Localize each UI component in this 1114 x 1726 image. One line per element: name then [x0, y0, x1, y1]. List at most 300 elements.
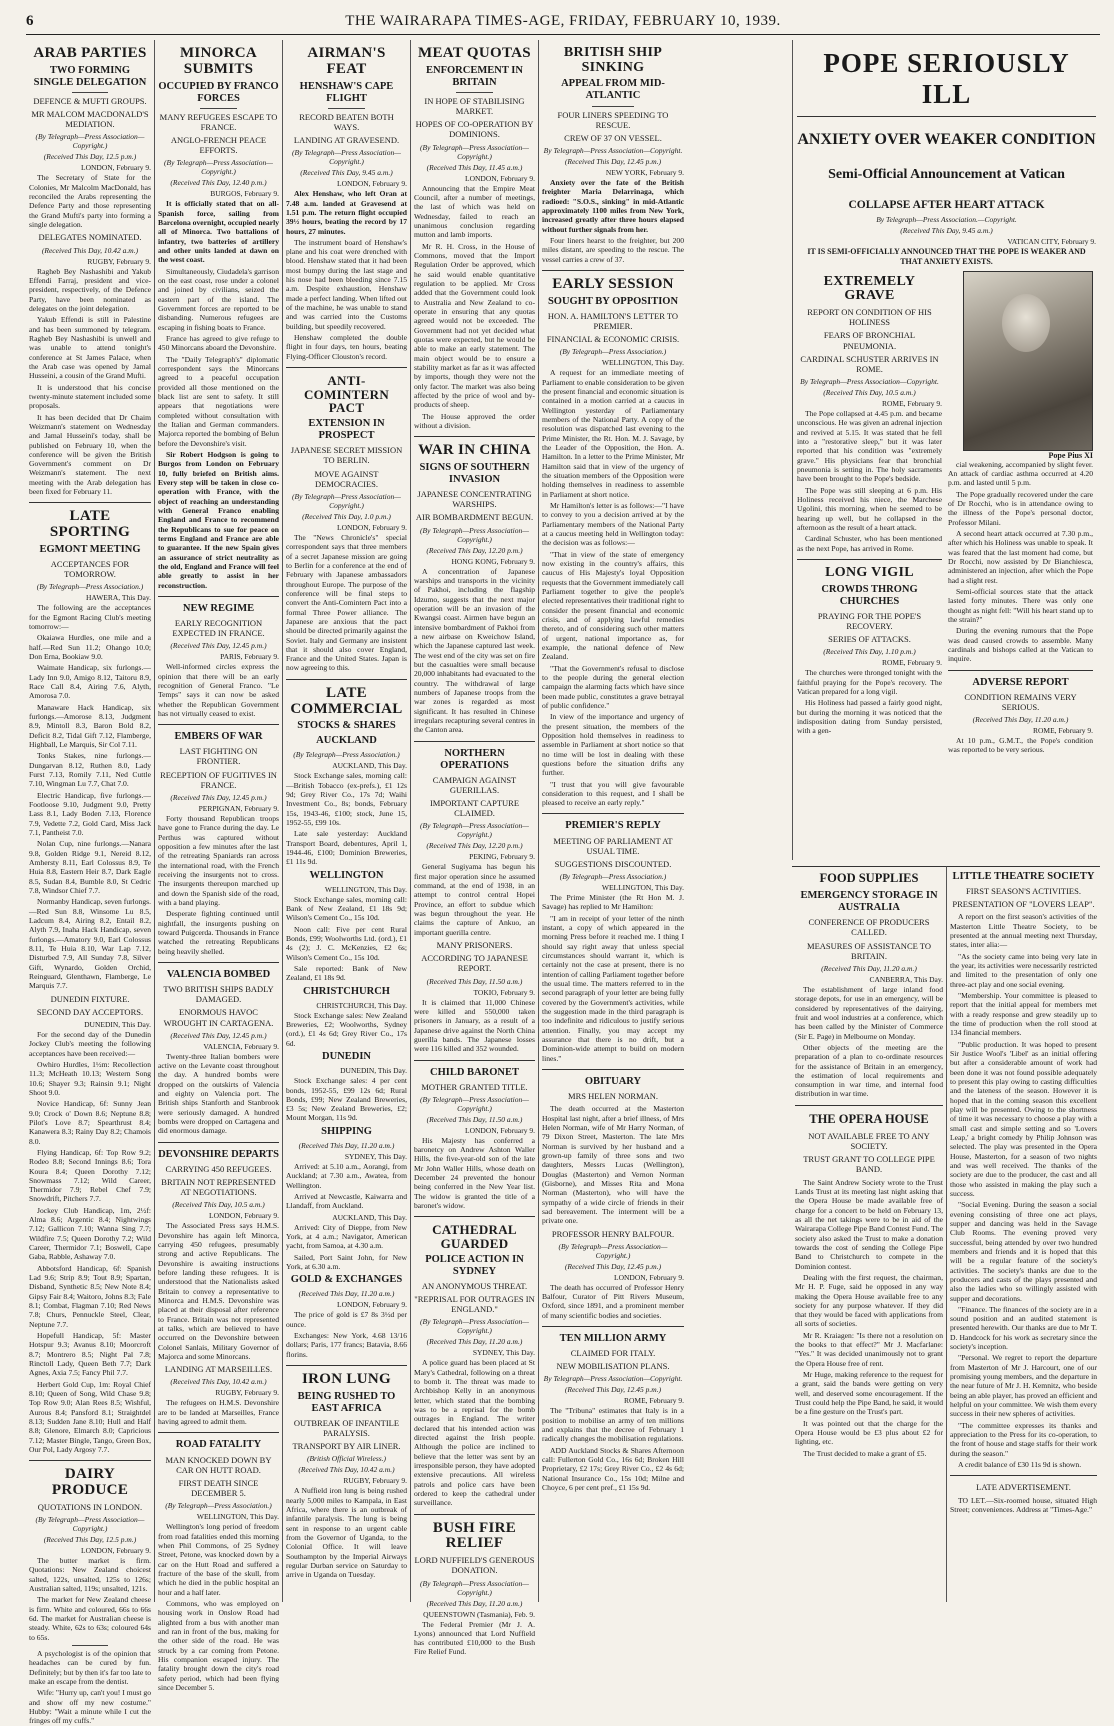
byline: By Telegraph—Press Association—Copyright.: [543, 146, 683, 156]
headline-minorca-submits: MINORCA SUBMITS: [179, 45, 258, 77]
received-line: (Received This Day, 12.5 p.m.): [43, 152, 137, 162]
paragraph: TO LET.—Six-roomed house, situated High Street; conveniences. Address at "Times-Age.": [950, 1495, 1097, 1514]
dateline: HONG KONG, February 9.: [451, 556, 535, 566]
paragraph: The "Daily Telegraph's" diplomatic correspondent says the Minorcans agreed to a peaceful occupation provided all those mentioned on the black list are sent to safety. It still appears that negotiations were completed without consultation with the Italian and German commanders. Majorca reported the bombing of Belun before the Devonshire's visit.: [158, 354, 279, 448]
deck: RECEPTION OF FUGITIVES IN FRANCE.: [160, 769, 277, 790]
paragraph: "Finance. The finances of the society are in a sound position and an audited statement is presented herewith. Our thanks are due to Mr T. D. Handcock for his work as secretary since the society's inception.: [950, 1304, 1097, 1352]
paragraph: The Trust decided to make a grant of £5.: [803, 1448, 927, 1458]
deck: CONFERENCE OF PRODUCERS CALLED.: [808, 917, 930, 938]
paragraph: The House approved the order without a division.: [414, 411, 535, 430]
paragraph: The establishment of large inland food storage depots, for use in an emergency, will be considered by representatives of the dairying, fruit and wool industries at a conference, which has been called by the Minister of Commerce (Sir E. Page) in Melbourne on Monday.: [795, 984, 943, 1041]
deck: MR MALCOM MACDONALD'S MEDIATION.: [31, 109, 149, 130]
deck: JAPANESE CONCENTRATING WARSHIPS.: [417, 489, 532, 510]
headline-meat-quotas: MEAT QUOTAS: [418, 45, 531, 61]
deck: JAPANESE SECRET MISSION TO BERLIN.: [290, 445, 403, 466]
paragraph: Manaware Hack Handicap, six furlongs.—Amorose 8.13, Judgment 8.9, Mintoll 8.3, Baron Bold 8.2, Deficit 8.2, Tidal Gift 7.12, Flamberge, Highball, Le Marquis, Sir Col 7.11.: [29, 702, 151, 749]
deck: AIR BOMBARDMENT BEGUN.: [415, 512, 534, 523]
paragraph: Other objects of the meeting are the preparation of a plan to co-ordinate resources for the assistance of Britain in an emergency, the estimation of local requirements and consumption in war time, and internal food distribution in war time.: [795, 1042, 943, 1099]
paragraph: The refugees on H.M.S. Devonshire are to be landed at Marseilles, France having agreed to admit them.: [158, 1398, 279, 1427]
paragraph: Henshaw completed the double flight in four days, ten hours, beating Flying-Officer Clouston's record.: [286, 333, 407, 361]
deck: FOUR LINERS SPEEDING TO RESCUE.: [557, 109, 669, 130]
byline: (By Telegraph—Press Association.): [165, 1501, 272, 1511]
paragraph: Anxiety over the fate of the British freighter Maria Delarrinaga, which radioed: "S.O.S., sinking" in mid-Atlantic approximately 1100 miles from New York, increased greatly after three hours elapsed without further signals from her.: [542, 178, 684, 234]
received-line: (Received This Day, 10.5 a.m.): [172, 1200, 265, 1210]
dateline: LONDON, February 9.: [337, 1300, 407, 1310]
paragraph: A second heart attack occurred at 7.30 p.m., after which his Holiness was unable to speak. It was feared that the last moment had come, but Dr Rocchi, now assisted by Dr Bianchiesca, administered an injection, after which the Pope had a slight rest.: [948, 528, 1093, 585]
column-8: [946, 866, 1100, 1602]
headline-early-session: EARLY SESSION: [552, 276, 674, 293]
pope-story: [792, 40, 1100, 860]
paragraph: Novice Handicap, 6f: Sunny Jean 9.0; Crock o' Down 8.6; Neptune 8.8; Pilot's Love 8.7; Spearthrust 8.4; Kanawera 8.3; Rainy Day 8.2; Chamois 8.0.: [29, 1099, 151, 1146]
headline-late-sporting: LATE SPORTING: [49, 508, 131, 541]
paragraph: "The committee expresses its thanks and appreciation to the Press for its co-operation, to the front of house and stage staffs for their work during the season.": [950, 1420, 1097, 1458]
paragraph: The death has occurred of Professor Henry Balfour, Curator of Pitt Rivers Museum, Oxford, since 1891, and a prominent member of many scientific bodies and societies.: [542, 1282, 684, 1320]
received-line: (Received This Day, 12.20 p.m.): [426, 841, 523, 851]
dateline: PERPIGNAN, February 9.: [198, 804, 279, 814]
dateline: LONDON, February 9.: [465, 1125, 535, 1135]
paragraph: Stock Exchange sales: 4 per cent bonds, 1952-55, £99 12s 6d; Rural Bonds, £99; New Zealand Breweries, £3 5s; New Zealand Breweries, £2; Mount Morgan, 11s 9d.: [286, 1076, 407, 1123]
paragraph: In view of the importance and urgency of the present situation, the members of the Opposition hold themselves in readiness to assemble in Parliament at short notice so that no time will be lost in dealing with these questions before the situation drifts any further.: [542, 712, 684, 778]
paragraph: General Sugiyama has begun his first major operation since he assumed command, at the end of 1938, in an attempt to control central Hopei Province, an effort to subdue which was begun throughout the year. He claims the capture of Ankuo, an important guerilla centre.: [414, 862, 535, 937]
subhead: DEVONSHIRE DEPARTS: [158, 1148, 279, 1160]
paragraph: "As the society came into being very late in the year, its activities were necessarily restricted and limited to the presentation of only one three-act play and one social evening.: [950, 951, 1097, 989]
column-7: [792, 866, 946, 1602]
paragraph: Okaiawa Hurdles, one mile and a half.—Red Sun 11.2; Ohango 10.0; Don Erna, Bookiaw 9.0.: [29, 633, 151, 662]
paragraph: The instrument board of Henshaw's plane and his coat were drenched with blood. Henshaw stated that it had been most bumpy during the last stage and his nose had been bleeding since 7.15 a.m. Despite exhaustion, Henshaw made a perfect landing. When lifted out of the machine, he was unable to stand and was carried into the Customs building, but speedily recovered.: [286, 237, 407, 331]
dateline: RUGBY, February 9.: [343, 1476, 407, 1486]
received-line: (Received This Day, 12.45 p.m.): [170, 793, 267, 803]
deck: MAN KNOCKED DOWN BY CAR ON HUTT ROAD.: [165, 1454, 272, 1475]
dateline: BURGOS, February 9.: [210, 189, 279, 199]
deck: LANDING AT MARSEILLES.: [164, 1364, 273, 1375]
deck: ANGLO-FRENCH PEACE EFFORTS.: [170, 135, 267, 156]
deck: CARRYING 450 REFUGEES.: [165, 1163, 272, 1174]
paragraph: A Nuffield iron lung is being rushed nearly 5,000 miles to Kampala, in East Africa, where there is an outbreak of infantile paralysis. The lung is being sent in response to an urgent cable from the Governor of Uganda, to the Colonial Office. It will leave Southampton by the Imperial Airways regular Durban service on Saturday to arrive in Uganda on Tuesday.: [286, 1486, 407, 1580]
byline: (By Telegraph—Press Association.): [293, 750, 400, 760]
paragraph: Forty thousand Republican troops have gone to France during the day. Le Perthus was captured without opposition a few minutes after the last of the retreating Spaniards ran across the international road, with the French receiving the insurgents not to cross. The insurgents thereupon marched up and down the Spanish side of the road, with a band playing.: [158, 814, 279, 907]
paragraph: The Saint Andrew Society wrote to the Trust Lands Trust at its meeting last night asking that the Opera House be made available free of charge for a concert to be held on February 13, as all the net takings were to be in aid of the Wairarapa College Pipe Band Contest Fund. The society also asked the Trust to make a donation towards the cost of sending the College Pipe Band to Christchurch to compete in the Dominion contest.: [795, 1177, 943, 1271]
byline: (By Telegraph—Press Association.): [559, 872, 667, 882]
deck: ENORMOUS HAVOC WROUGHT IN CARTAGENA.: [163, 1007, 274, 1028]
dateline: CANBERRA, This Day.: [869, 974, 943, 984]
paragraph: Four liners hearst to the freighter, but 200 miles distant, are speeding to the rescue. The vessel carries a crew of 37.: [542, 236, 684, 264]
subhead: AUCKLAND: [316, 735, 377, 747]
paragraph: The death occurred at the Masterton Hospital last night, after a brief illness, of Mrs Helen Norman, wife of Mr Harry Norman, of 79 Dixon Street, Masterton. The late Mrs Norman is survived by her husband and a grown-up family of three sons and two daughters, Messrs Lucas (Wellington), Douglas (Masterton) and Vernon Norman (Gisborne), and Misses Rita and Mona Norman (Masterton), who will have the sympathy of a wide circle of friends in their sad bereavement. The interment will be a private one.: [542, 1104, 684, 1226]
paragraph: Mr R. H. Cross, in the House of Commons, moved that the Import Regulation Order be approved, which he said would enable quantitative regulation to be applied. Mr Cross added that the Government could look to Australia and New Zealand to co-operate in ensuring that any quotas agreed would not be exceeded. The Government had not yet decided what quotas were expected, but he would be able to make an early statement. The main object would be to ensure a stability market as far as it was affected by imports, though they were not the only factor. The market was also being affected by the price of wool and by-products of sheep.: [414, 241, 535, 410]
paragraph: For the second day of the Dunedin Jockey Club's meeting the following acceptances have been received:—: [29, 1029, 151, 1058]
paragraph: Hopefull Handicap, 5f: Master Hotspur 9.3; Avanus 8.10; Moorcroft 8.7; Montrero 8.5; Night Pal 7.8; Rinctoll Lady, Queen Beth 7.7; Dark Agnes, Axia 7.5; Fancy Phil 7.7.: [29, 1331, 151, 1378]
paragraph: "That the Government's refusal to disclose to the people during the general election campaign the alarming facts which have since been made public, constitutes a grave betrayal of public confidence.": [542, 663, 684, 710]
subhead: HENSHAW'S CAPE FLIGHT: [299, 80, 394, 104]
subhead: ROAD FATALITY: [175, 1439, 262, 1451]
deck: MANY PRISONERS.: [436, 940, 513, 950]
paragraph: cial weakening, accompanied by slight fever. An attack of cardiac asthma occurred at 4.20 p.m. and lasted until 5 p.m.: [948, 459, 1093, 488]
dateline: LONDON, February 9.: [209, 1211, 279, 1221]
subhead: OCCUPIED BY FRANCO FORCES: [158, 80, 279, 104]
subhead-collapse: COLLAPSE AFTER HEART ATTACK: [848, 199, 1045, 211]
paragraph: Twenty-three Italian bombers were active on the Levante coast throughout the day. A hundred bombs were dropped on the outskirts of Valencia and eighty on Valencia port. The British ships Stanforth and Stanbrook were seriously damaged. A hundred bombs were dropped on Cartagena and did enormous damage.: [158, 1051, 279, 1136]
received-line: (Received This Day, 11.20 a.m.): [426, 1598, 523, 1608]
byline: (British Official Wireless.): [306, 1454, 387, 1464]
paragraph: Sir Robert Hodgson is going to Burgos from London on February 10, fully briefed on British aims. Every step will be taken in close co-operation with France, with the object of reaching an understanding with General Franco enabling England and France to recommend the Republicans to sue for peace on terms England and France are able to guarantee. If the new Spain gives an assurance of strict neutrality as the old, England and France will feel able greatly to assist in her reconstruction.: [158, 449, 279, 590]
paragraph: "Personal. We regret to report the departure from Masterton of Mr J. Harcourt, one of our promising young members, and the departure in the near future of Mr J. H. Kemnitz, who beside being an able player, has proved an efficient and helpful on your committee. We wish them every success in their new spheres of activities.: [950, 1353, 1097, 1419]
subhead: EMBERS OF WAR: [174, 731, 263, 743]
deck: RECORD BEATEN BOTH WAYS.: [299, 111, 394, 132]
deck: LORD NUFFIELD'S GENEROUS DONATION.: [414, 1555, 535, 1576]
deck: PRAYING FOR THE POPE'S RECOVERY.: [817, 610, 922, 632]
headline-war-in-china: WAR IN CHINA: [418, 442, 531, 459]
deck: LATE ADVERTISEMENT.: [976, 1482, 1071, 1493]
paragraph: A police guard has been placed at St Mary's Cathedral, following on a threat to bomb it. The threat was made to Archbishop Kelly in an anonymous letter, which stated that the bombing was to be a reprisal for the bomb outrages in England. The writer declared that his intended action was directed against the Irish people. Although the police are inclined to believe that the letter was sent by an irresponsible person, they have adopted extensive precautions. All wireless patrols and police cars have been ordered to keep the cathedral under surveillance.: [414, 1358, 535, 1508]
deck: HON. A. HAMILTON'S LETTER TO PREMIER.: [547, 310, 679, 332]
paragraph: Sale reported: Bank of New Zealand, £1 18s 9d.: [286, 964, 407, 983]
byline: (By Telegraph—Press Association—Copyright.): [292, 148, 401, 167]
received-line: (Received This Day, 11.20 a.m.): [426, 1337, 523, 1347]
deck: CONDITION REMAINS VERY SERIOUS.: [964, 691, 1077, 712]
subhead: SHIPPING: [321, 1125, 372, 1137]
deck: MANY REFUGEES ESCAPE TO FRANCE.: [159, 111, 278, 132]
column-5: [538, 40, 792, 1602]
paragraph: Stock Exchange sales, morning call: Bank of New Zealand, £1 18s 9d; Wilson's Cement Co., 15s 10d.: [286, 894, 407, 923]
paragraph: Yakub Effendi is still in Palestine and has been summoned by telegram. Ragheb Bey Nashashibi is unwell and was unable to attend tonight's conference at St James Palace, when the Arab case was opened by Jamal Husseini, a cousin of the Grand Mufti.: [29, 315, 151, 381]
subhead: EXTENSION IN PROSPECT: [308, 418, 385, 442]
paragraph: Late sale yesterday: Auckland Transport Board, debentures, April 1, 1944-46, £100; Dominion Breweries, £1 11s 9d.: [286, 829, 407, 867]
subhead: ENFORCEMENT IN BRITAIN: [426, 64, 523, 88]
paragraph: The Pope collapsed at 4.45 p.m. and became unconscious. He was given an adrenal injection and revived at 5.15. It was stated that he fell into a "restorative sleep," but it was later reported that his condition was "extremely grave." His physicians fear that bronchial pneumonia is setting in. The holy sacraments have been brought to the Pope's bedside.: [797, 409, 942, 484]
paragraph: Well-informed circles express the opinion that there will be an early recognition of General Franco. "Le Temps" says it can now be asked whether the Republican Government has not virtually ceased to exist.: [158, 662, 279, 718]
deck: BRITAIN NOT REPRESENTED AT NEGOTIATIONS.: [161, 1176, 276, 1198]
paragraph: A report on the first season's activities of the Masterton Little Theatre Society, to be presented at the annual meeting next Thursday, states, inter alia:—: [950, 912, 1097, 950]
paragraph: Semi-official sources state that the attack lasted forty minutes. There was only one thought as night fell: "Will his heart stand up to the strain?": [948, 586, 1093, 624]
deck: AN ANONYMOUS THREAT.: [421, 1280, 528, 1291]
subhead: SIGNS OF SOUTHERN INVASION: [419, 461, 530, 485]
deck: IMPORTANT CAPTURE CLAIMED.: [429, 798, 520, 819]
paragraph: His Majesty has conferred a baronetcy on Andrew Ashton Waller Hills, the five-year-old son of the late Mr John Waller Hills, whose death on December 24 prevented the honour being conferred in the New Year list. The widow is granted the title of a baronet's widow.: [414, 1135, 535, 1211]
paragraph: The Prime Minister (the Rt Hon M. J. Savage) has replied to Mr Hamilton:: [542, 893, 684, 912]
lead-announcement: IT IS SEMI-OFFICIALLY ANNOUNCED THAT THE POPE IS WEAKER AND THAT ANXIETY EXISTS.: [807, 247, 1086, 266]
byline: By Telegraph—Press Association—Copyright.: [543, 1374, 683, 1384]
byline: (By Telegraph—Press Association.): [36, 582, 144, 592]
dateline: AUCKLAND, This Day.: [332, 1212, 407, 1222]
received-line: (Received This Day, 12.20 p.m.): [426, 545, 523, 555]
received-line: (Received This Day, 11.20 a.m.): [972, 714, 1069, 724]
headline-airmans-feat: AIRMAN'S FEAT: [307, 45, 386, 77]
paragraph: Mr Hamilton's letter is as follows:—"I have to convey to you a decision arrived at by the Parliamentary members of the National Party at a caucus meeting held in Wellington today: the decision was as follows:—: [542, 500, 684, 548]
received-line: (Received This Day, 1.10 p.m.): [823, 647, 916, 657]
paragraph: It is claimed that 11,000 Chinese were killed and 550,000 taken prisoners in January, as a result of a Japanese drive against the North China guerilla bands. The Japanese losses were 116 killed and 352 wounded.: [414, 997, 535, 1054]
headline-anti-comintern-pact: ANTI-COMINTERN PACT: [303, 373, 390, 416]
received-line: (Received This Day, 10.5 a.m.): [823, 388, 916, 398]
deck: SECOND DAY ACCEPTORS.: [36, 1006, 144, 1017]
paragraph: The Associated Press says H.M.S. Devonshire has again left Minorca, carrying 450 refugees, presumably strong and active Republicans. The Devonshire is awaiting instructions before landing these refugees. It is understood that the Nationalists asked Britain to convey a representative to Minorca and H.M.S. Devonshire was placed at their disposal after reference to France. Britain was not represented at talks, which are believed to have occurred on the Devonshire between Colonel Sanlais, Military Governor of Majorca and some Minorcans.: [158, 1221, 279, 1361]
subhead: APPEAL FROM MID-ATLANTIC: [561, 78, 665, 102]
paragraph: Simultaneously, Ciudadela's garrison on the east coast, rose under a colonel and joined by civilians, seized the eastern part of the island. The Government forces are reported to be disbanding. Numerous refugees are escaping in fishing boats to France.: [158, 266, 279, 332]
masthead: [26, 8, 1100, 35]
paragraph: The "News Chronicle's" special correspondent says that three members of a secret Japanese mission are going to Berlin for a conference at the end of February with Japanese ambassadors throughout Europe. The purpose of the conference will be final steps to convert the Anti-Comintern Pact into a formal Three Power alliance. The Japanese are anxious that the pact should be directed primarily against the Soviet. Italy and Germany are insistent that it should also cover England, France and the United States. Japan is now agreeing to this.: [286, 532, 407, 673]
paragraph: The Federal Premier (Mr J. A. Lyons) announced that Lord Nuffield has contributed £10,000 to the Bush Fire Relief Fund.: [414, 1619, 535, 1657]
paragraph: Mr Huge, making reference to the request for a grant, said the bands were getting on very well, and deserved some encouragement. If the Trust could help the Pipe Band, he said, it would be a fine gesture on the Trust's part.: [795, 1370, 944, 1417]
received-line: (Received This Day, 10.42 a.m.): [298, 1465, 395, 1475]
paragraph: Alex Henshaw, who left Oran at 7.48 a.m. landed at Gravesend at 1.51 p.m. The return flight occupied 39½ hours, beating the record by 17 hours, 27 minutes.: [286, 189, 407, 236]
deck: MOTHER GRANTED TITLE.: [421, 1081, 528, 1092]
dateline: VATICAN CITY, February 9.: [1007, 237, 1096, 246]
deck: EARLY RECOGNITION EXPECTED IN FRANCE.: [172, 617, 265, 639]
paragraph: Waimate Handicap, six furlongs.—Lady Inn 9.0, Amigo 8.12, Taitoru 8.9, Race Call 8.4, Airing 7.6, Alyth, Amorosa 7.0.: [29, 663, 151, 701]
deck: FINANCIAL & ECONOMIC CRISIS.: [546, 334, 680, 345]
byline: By Telegraph—Press Association.—Copyright.: [876, 215, 1017, 224]
headline-cathedral-guarded: CATHEDRAL GUARDED: [432, 1222, 517, 1252]
byline: (By Telegraph—Press Association—Copyright.): [420, 525, 529, 544]
article-grid: [26, 40, 1100, 1726]
dateline: TOKIO, February 9.: [473, 987, 535, 997]
received-line: (Received This Day, 11.20 a.m.): [821, 963, 917, 973]
paragraph: It is understood that his concise twenty-minute statement included some proposals.: [29, 382, 151, 411]
byline: (By Telegraph—Press Association—Copyright.): [420, 142, 529, 161]
paragraph: "That in view of the state of emergency now existing in the country's affairs, this caucus of His Majesty's loyal Opposition requests that the Government immediately call Parliament together to give the people's elected representatives their traditional right to consider the present financial and economic crisis, and of applying lawful remedies thereto, and of considering such other matters of urgent, national importance as, for example, the national defence of New Zealand.: [542, 549, 684, 662]
dateline: HAWERA, This Day.: [85, 593, 151, 603]
paragraph: Wellington's long period of freedom from road fatalities ended this morning when Phil Commons, of 25 Sydney Street, Petone, was knocked down by a car on the Hutt Road and suffered a fracture of the base of the skull, from which he died in the public hospital an hour and a half later.: [158, 1522, 279, 1597]
subhead: WELLINGTON: [309, 869, 384, 881]
paragraph: Abbotsford Handicap, 6f: Spanish Lad 9.6; Strip 8.9; Tout 8.9; Spartan, Disband, Synthetic 8.5; New Note 8.4; Gipsy Fair 8.4; Waitoro, Johns 8.3; Fale 8.1; Combat, Flagman 7.10; Red News 7.8; Churs, Pennuckle Steel, Clear, Neptune 7.7.: [29, 1263, 151, 1329]
deck: DEFENCE & MUFTI GROUPS.: [33, 95, 147, 106]
received-line: (Received This Day, 1.0 p.m.): [302, 511, 391, 521]
paragraph: Ragheb Bey Nashashibi and Yakub Effendi Farraj, president and vice-president, respectively, of the Defence Party, have been nominated as delegates on the joint delegation.: [29, 266, 151, 313]
deck: TRANSPORT BY AIR LINER.: [292, 1441, 401, 1452]
page-number: 6: [26, 12, 34, 29]
paragraph: ADD Auckland Stocks & Shares Afternoon call: Fullerton Gold Co., 16s 6d; Broken Hill Proprietary, £2 17s; Grey River Co., £2 4s 6d; National Insurance Co., 15s 10d; Milne and Choyce, 6 per cent pref., £1 15s 9d.: [542, 1445, 684, 1493]
byline: (By Telegraph—Press Association—Copyright.): [420, 821, 529, 840]
deck: NEW MOBILISATION PLANS.: [556, 1361, 670, 1372]
deck: PRESENTATION OF "LOVERS LEAP".: [952, 899, 1095, 910]
dateline: ROME, February 9.: [1033, 725, 1093, 735]
byline: By Telegraph—Press Association—Copyright.: [800, 377, 939, 387]
byline: (By Telegraph—Press Association.): [559, 347, 667, 357]
subhead: NEW REGIME: [182, 602, 255, 614]
deck: FIRST DEATH SINCE DECEMBER 5.: [178, 1477, 259, 1499]
paragraph: Owhiro Hurdles, 1½m: Recollection 11.3; McHeath 10.13; Western Song 10.6; Shayer 9.3; Rainsin 9.1; Night Shoot 9.0.: [29, 1059, 151, 1097]
subhead: DUNEDIN: [321, 1051, 371, 1063]
dateline: AUCKLAND, This Day.: [332, 761, 407, 771]
paragraph: Commons, who was employed on housing work in Onslow Road had alighted from a bus with another man and ran in front of the bus, making for the other side of the road. He was struck by a car coming from Petone. His companion escaped injury. The fatality brought down the city's road safety period, which had been flying since December 5.: [158, 1598, 279, 1692]
paragraph: The "Tribuna" estimates that Italy is in a position to mobilise an army of ten millions and explains that the decree of February 1 radically changes the mobilisation regulations.: [542, 1406, 684, 1444]
received-line: (Received This Day, 10.42 a.m.): [41, 245, 139, 255]
received-line: (Received This Day, 9.45 a.m.): [900, 226, 993, 235]
subhead: TEN MILLION ARMY: [559, 1333, 667, 1345]
dateline: VALENCIA, February 9.: [203, 1041, 279, 1051]
pope-right: [948, 269, 1093, 757]
dateline: DUNEDIN, This Day.: [84, 1019, 151, 1029]
headline-iron-lung: IRON LUNG: [302, 1370, 391, 1387]
dateline: LONDON, February 9.: [614, 1272, 684, 1282]
paragraph: Wife: "Hurry up, can't you! I must go and show off my new costume." Hubby: "Wait a minute while I cut the fringes off my cuffs.": [29, 1688, 151, 1726]
subhead: VALENCIA BOMBED: [166, 968, 271, 980]
subhead: EMERGENCY STORAGE IN AUSTRALIA: [800, 890, 938, 914]
byline: (By Telegraph—Press Association—Copyright.): [420, 1094, 529, 1113]
paragraph: A concentration of Japanese warships and transports in the vicinity of Pakhoi, including the flagship Idzumo, suggests that the next major operation will be an invasion of the Kwangsi coast. Airmen have begun an intensive bombardment of Pakhoi from a new airbase on Kweichow Island, which the Japanese captured last week. The west end of the city was set on fire but the casualties were small because 20,000 inhabitants had evacuated to the country. The withdrawal of large numbers of Japanese troops from the war zones is regarded as most significant. It has resulted in Chinese irregulars recapturing several centres in the Canton area.: [414, 566, 535, 735]
paragraph: Stock Exchange sales, morning call: —British Tobacco (ex-prefs.), £1 12s 9d; Grey River Co., 17s 7d; Waihi Investment Co., 8s; bonds, February 15s, 1943-46, £100; stock, June 15, 1952-55, £99 10s.: [286, 771, 407, 828]
byline: (By Telegraph—Press Association—Copyright.): [420, 1317, 529, 1336]
deck: LANDING AT GRAVESEND.: [293, 135, 400, 145]
dateline: LONDON, February 9.: [81, 1546, 151, 1556]
received-line: (Received This Day, 12.45 p.m.): [170, 1030, 267, 1040]
paragraph: Sailed, Port Saint John, for New York, at 6.30 a.m.: [286, 1252, 407, 1271]
byline: (By Telegraph—Press Association—Copyright.): [558, 1241, 668, 1260]
received-line: (Received This Day, 11.20 a.m.): [298, 1289, 395, 1299]
paragraph: The price of gold is £7 8s 3½d per ounce.: [286, 1310, 407, 1329]
dateline: RUGBY, February 9.: [87, 256, 151, 266]
dateline: LONDON, February 9.: [465, 173, 535, 183]
paragraph: The market for New Zealand cheese is firm. White and coloured, 66s to 66s 6d. The market for Australian cheese is steady. White, 62s to 63s; coloured 64s to 65s.: [29, 1595, 151, 1642]
pope-left: [797, 269, 942, 757]
deck: ACCEPTANCES FOR TOMORROW.: [50, 559, 130, 580]
paragraph: "Public production. It was hoped to present Sir Justice Wool's 'Libel' as an initial offering but after a considerable amount of work had been done it was not found possible adequately to present this play owing to casting difficulties and the lateness of the season. However it is hoped that in the coming season this excellent play will be presented. Owing to the shortness of time it was necessary to choose a play with a small cast and simple setting and so 'Lovers Leap,' a bright comedy by Philip Johnson was selected. The play was presented in the Opera House, Masterton, for a season of two nights and was well received. The thanks of the society are due to the producer, the cast and all those who assisted in making the play such a success.: [950, 1039, 1097, 1198]
deck: QUOTATIONS IN LONDON.: [37, 1501, 143, 1512]
byline: (By Telegraph—Press Association—Copyright.): [420, 1578, 529, 1597]
dateline: SYDNEY, This Day.: [344, 1151, 407, 1161]
received-line: (Received This Day, 11.20 a.m.): [298, 1140, 395, 1150]
headline-food-supplies: FOOD SUPPLIES: [819, 871, 919, 885]
received-line: (Received This Day, 12.45 p.m.): [564, 1261, 662, 1271]
paragraph: Arrived: City of Dieppe, from New York, at 4 a.m.; Navigator, American yacht, from Samoa, at 4.30 a.m.: [286, 1222, 407, 1251]
headline-bush-fire-relief: BUSH FIRE RELIEF: [432, 1519, 517, 1552]
paragraph: Electric Handicap, five furlongs.—Footloose 9.10, Judgment 9.0, Pretty Lass 8.1, Lady Boden 7.13, Florence 7.9, Vedette 7.2, Gold Card, Miss Jack 7.1, Pantheist 7.0.: [29, 790, 151, 837]
portrait-head: [1002, 294, 1050, 352]
headline-dairy-produce: DAIRY PRODUCE: [51, 1466, 129, 1499]
received-line: (Received This Day, 11.45 a.m.): [426, 162, 523, 172]
deck: IN HOPE OF STABILISING MARKET.: [424, 95, 525, 117]
deck: PROFESSOR HENRY BALFOUR.: [551, 1228, 675, 1239]
paragraph: Announcing that the Empire Meat Council, after a number of meetings, the last of which was held on Wednesday, failed to reach an unanimous conclusion regarding mutton and lamb imports.: [414, 183, 535, 240]
subhead: CROWDS THRONG CHURCHES: [821, 583, 918, 607]
deck: HOPES OF CO-OPERATION BY DOMINIONS.: [415, 119, 534, 140]
deck: FEARS OF BRONCHIAL PNEUMONIA.: [823, 330, 916, 351]
paragraph: A request for an immediate meeting of Parliament to enable consideration to be given the present financial and economic situation is contained in a motion carried at a caucus in Wellington yesterday of Parliamentary members of the National Party. A copy of the resolution was dispatched last evening to the Prime Minister, the Rt. Hon. M. J. Savage, by the Leader of the Opposition, the Hon. A. Hamilton. In a letter to the Prime Minister, Mr Hamilton said that in view of the urgency of the situation members of the Opposition were holding themselves in readiness to assemble in Parliament at short notice.: [542, 368, 684, 499]
subhead: STOCKS & SHARES: [297, 720, 396, 732]
deck: FIRST SEASON'S ACTIVITIES.: [966, 886, 1081, 896]
dateline: LONDON, February 9.: [337, 179, 407, 189]
headline-opera-house: THE OPERA HOUSE: [809, 1111, 929, 1126]
subhead-anxiety: ANXIETY OVER WEAKER CONDITION: [797, 131, 1096, 148]
paragraph: Flying Handicap, 6f: Top Row 9.2; Rodeo 8.8; Second Innings 8.6; Tora Koura 8.4; Queen Dorothy 7.12; Snowmass 7.12; Wild Career, Thermidor 7.9; Rebel Chef 7.9; Snowdrift, Pitchers 7.7.: [29, 1147, 151, 1204]
headline-little-theatre-society: LITTLE THEATRE SOCIETY: [952, 871, 1095, 882]
received-line: (Received This Day, 11.50 a.m.): [426, 1114, 523, 1124]
received-line: (Received This Day, 9.45 a.m.): [300, 168, 393, 178]
dateline: SYDNEY, This Day.: [472, 1348, 535, 1358]
headline-arab-parties: ARAB PARTIES: [33, 45, 147, 61]
paragraph: Arrived: at 5.10 a.m., Aorangi, from Auckland; at 7.30 a.m., Awatea, from Wellington.: [286, 1161, 407, 1190]
paragraph: It is officially stated that on all-Spanish force, sailing from Barcelona overnight, occupied nearly all of Minorca. Two battalions of infantry, two batteries of artillery and other units landed at dawn on the west coast.: [158, 199, 279, 265]
dateline: ROME, February 9.: [882, 658, 942, 668]
byline: (By Telegraph—Press Association—Copyright.): [35, 132, 145, 151]
deck: CREW OF 37 ON VESSEL.: [564, 132, 662, 143]
headline-british-ship-sinking: BRITISH SHIP SINKING: [563, 45, 663, 75]
dateline: QUEENSTOWN (Tasmania), Feb. 9.: [423, 1609, 535, 1619]
deck: CARDINAL SCHUSTER ARRIVES IN ROME.: [800, 353, 939, 374]
received-line: (Received This Day, 12.40 p.m.): [170, 178, 267, 188]
paragraph: Noon call: Five per cent Rural Bonds, £99; Woolworths Ltd. (ord.), £1 4s (2); J. C. McKenzies, £2 6s; Wilson's Cement Co., 15s 10d.: [286, 924, 407, 962]
deck: NOT AVAILABLE FREE TO ANY SOCIETY.: [808, 1130, 930, 1151]
paragraph: Normanby Handicap, seven furlongs.—Red Sun 8.8, Winsome Lu 8.5, Ladcum 8.4, Airing 8.2, Entail 8.2, Alyth 7.9, Inaha Hack Handicap, seven furlongs.—Amatory 9.0, Earl Colossus 8.11, Te Huia 8.10, War Lap 7.12, Disturbed 7.9, All Sunday 7.8, Silver Gift, Wynardo, Golden Orchid, Reinguard, Glenthawn, Flamberge, Le Marquis 7.7.: [29, 897, 151, 991]
subhead: GOLD & EXCHANGES: [290, 1274, 403, 1286]
byline: (By Telegraph—Press Association—Copyright.): [164, 158, 273, 177]
paragraph: Stock Exchange sales: New Zealand Breweries, £2; Woolworths, Sydney (ord.), £1 4s 6d; Grey River Co., 17s 6d.: [286, 1010, 407, 1048]
dateline: WELLINGTON, This Day.: [324, 884, 407, 894]
deck: DELEGATES NOMINATED.: [38, 232, 142, 243]
byline: (By Telegraph—Press Association—Copyright.): [35, 1515, 145, 1534]
dateline: WELLINGTON, This Day.: [601, 358, 684, 368]
pope-portrait: [963, 271, 1093, 451]
column-1: [26, 40, 154, 1726]
dateline: ROME, February 9.: [882, 399, 942, 409]
subhead-semi-official: Semi-Official Announcement at Vatican: [828, 167, 1065, 182]
paragraph: It was pointed out that the charge for the Opera House would be £3 plus about £2 for lighting, etc.: [795, 1418, 943, 1447]
dateline: ROME, February 9.: [624, 1396, 684, 1406]
headline-late-commercial: LATE COMMERCIAL: [290, 684, 403, 717]
dateline: WELLINGTON, This Day.: [601, 883, 684, 893]
dateline: RUGBY, February 9.: [215, 1388, 279, 1398]
received-line: (Received This Day, 12.45 p.m.): [564, 1385, 662, 1395]
column-3: [282, 40, 410, 1602]
dateline: NEW YORK, February 9.: [605, 168, 684, 178]
paragraph: Jockey Club Handicap, 1m, 2½f: Alma 8.6; Argentic 8.4; Nightwings 7.12; Gallicon 7.10; Wanna Sing 7.7; Wildfire 7.5; Queen Dorothy 7.2; Wild Career, Thermidor 7.1; Boswell, Cape Gaba, Rabble, Ashaway 7.0.: [29, 1205, 151, 1262]
paragraph: "Social Evening. During the season a social evening consisting of three one act plays, supper and dancing was held in the Savage Club Rooms. The evening proved very successful, being attended by over two hundred members and friends and it is hoped that this will be a regular feature of the society's activities. The society's thanks are due to the producers and casts of the plays presented and also the ladies who so willingly assisted with supper and decorations.: [950, 1200, 1097, 1303]
paragraph: The following are the acceptances for the Egmont Racing Club's meeting tomorrow:—: [29, 603, 151, 632]
paragraph: A psychologist is of the opinion that headaches can be cured by fun. Definitely; but by then it's far too late to make an escape from the dentist.: [29, 1648, 151, 1686]
headline-extremely-grave: EXTREMELY GRAVE: [823, 273, 916, 304]
received-line: (Received This Day, 12.45 p.m.): [170, 641, 267, 651]
deck: TRUST GRANT TO COLLEGE PIPE BAND.: [803, 1154, 935, 1175]
received-line: (Received This Day, 12.45 p.m.): [564, 157, 662, 167]
dateline: WELLINGTON, This Day.: [196, 1512, 279, 1522]
subhead: BEING RUSHED TO EAST AFRICA: [297, 1390, 396, 1414]
subhead: POLICE ACTION IN SYDNEY: [425, 1253, 524, 1277]
newspaper-title: THE WAIRARAPA TIMES-AGE, FRIDAY, FEBRUARY 10, 1939.: [345, 12, 781, 29]
paragraph: Herbert Gold Cup, 1m: Royal Chief 8.10; Queen of Song, Wild Chase 9.8; Top Row 9.0; Alan Rees 8.5; Wishful, Aurous 8.4; Pansford 8.1; Straightdel 8.13; Sudden Jane 8.10; Hull and Half 8.8; Glenore, Elmarch 8.0; Capricious 7.12; Master Bingle, Tango, Green Box, Our Pol, Lady Argosy 7.7.: [29, 1379, 151, 1455]
deck: SUGGESTIONS DISCOUNTED.: [554, 858, 672, 869]
dateline: LONDON, February 9.: [81, 163, 151, 173]
pope-body: [797, 269, 1096, 757]
headline-pope-seriously-ill: POPE SERIOUSLY ILL: [823, 48, 1070, 109]
deck: ACCORDING TO JAPANESE REPORT.: [421, 953, 528, 974]
paragraph: "I trust that you will give favourable consideration to this request, and I shall be pleased to receive an early reply.": [542, 779, 684, 808]
deck: MRS HELEN NORMAN.: [568, 1091, 658, 1102]
paragraph: Cardinal Schuster, who has been mentioned as the next Pope, has arrived in Rome.: [797, 534, 942, 553]
column-2: [154, 40, 282, 1692]
paragraph: The Pope was still sleeping at 6 p.m. His Holiness received his niece, the Marchese Ugolini, this morning, when he seemed to be hearing up well, but he collapsed in the afternoon as the result of a heart attack.: [797, 485, 942, 533]
paragraph: During the evening rumours that the Pope was dead caused crowds to assemble. Many cardinals and bishops called at the Vatican to inquire.: [948, 626, 1093, 664]
deck: DUNEDIN FIXTURE.: [50, 993, 130, 1004]
paragraph: "Membership. Your committee is pleased to report that the initial appeal for members met with a ready response and grew steadily up to the time of production when the roll stood at 134 financial members.: [950, 991, 1097, 1038]
paragraph: France has agreed to give refuge to 450 Minorcans aboard the Devonshire.: [158, 333, 279, 353]
received-line: (Received This Day, 10.42 a.m.): [170, 1377, 267, 1387]
dateline: PARIS, February 9.: [220, 652, 279, 662]
paragraph: At 10 p.m., G.M.T., the Pope's condition was reported to be very serious.: [948, 735, 1093, 755]
paragraph: Exchanges: New York, 4.68 13/16 dollars; Paris, 177 francs; Batavia, 8.66 florins.: [286, 1330, 407, 1359]
dateline: CHRISTCHURCH, This Day.: [316, 1000, 407, 1010]
paragraph: His Holiness had passed a fairly good night, but during the morning it was noticed that the indisposition dating from Sunday persisted, with a gen-: [797, 698, 942, 736]
deck: CLAIMED FOR ITALY.: [570, 1348, 656, 1359]
deck: MEASURES OF ASSISTANCE TO BRITAIN.: [807, 940, 931, 961]
subhead: PREMIER'S REPLY: [565, 820, 661, 832]
paragraph: Desperate fighting continued until nightfall, the insurgents pushing on toward Puigcerda. Thousands in France watched the retreating Republicans being heavily shelled.: [158, 909, 279, 956]
deck: CAMPAIGN AGAINST GUERILLAS.: [432, 774, 517, 795]
paragraph: Arrived at Newcastle, Kaiwarra and Llandaff, from Auckland.: [286, 1191, 407, 1211]
column-5-inner: [542, 46, 684, 1492]
dateline: PEKING, February 9.: [469, 852, 535, 862]
received-line: (Received This Day, 12.5 p.m.): [43, 1535, 137, 1545]
paragraph: Nolan Cup, nine furlongs.—Nanara 9.8, Golden Ridge 9.1, Nereid 8.12, Amhersty 8.11, Earl Colossus 8.9, Te Huia 8.8, Eastern Heir 8.7, Dark Eagle 8.5, Sudan 8.4, Bumble 8.0, St Cedric 7.8, Windsor Chief 7.7.: [29, 839, 151, 895]
deck: LAST FIGHTING ON FRONTIER.: [179, 746, 258, 767]
